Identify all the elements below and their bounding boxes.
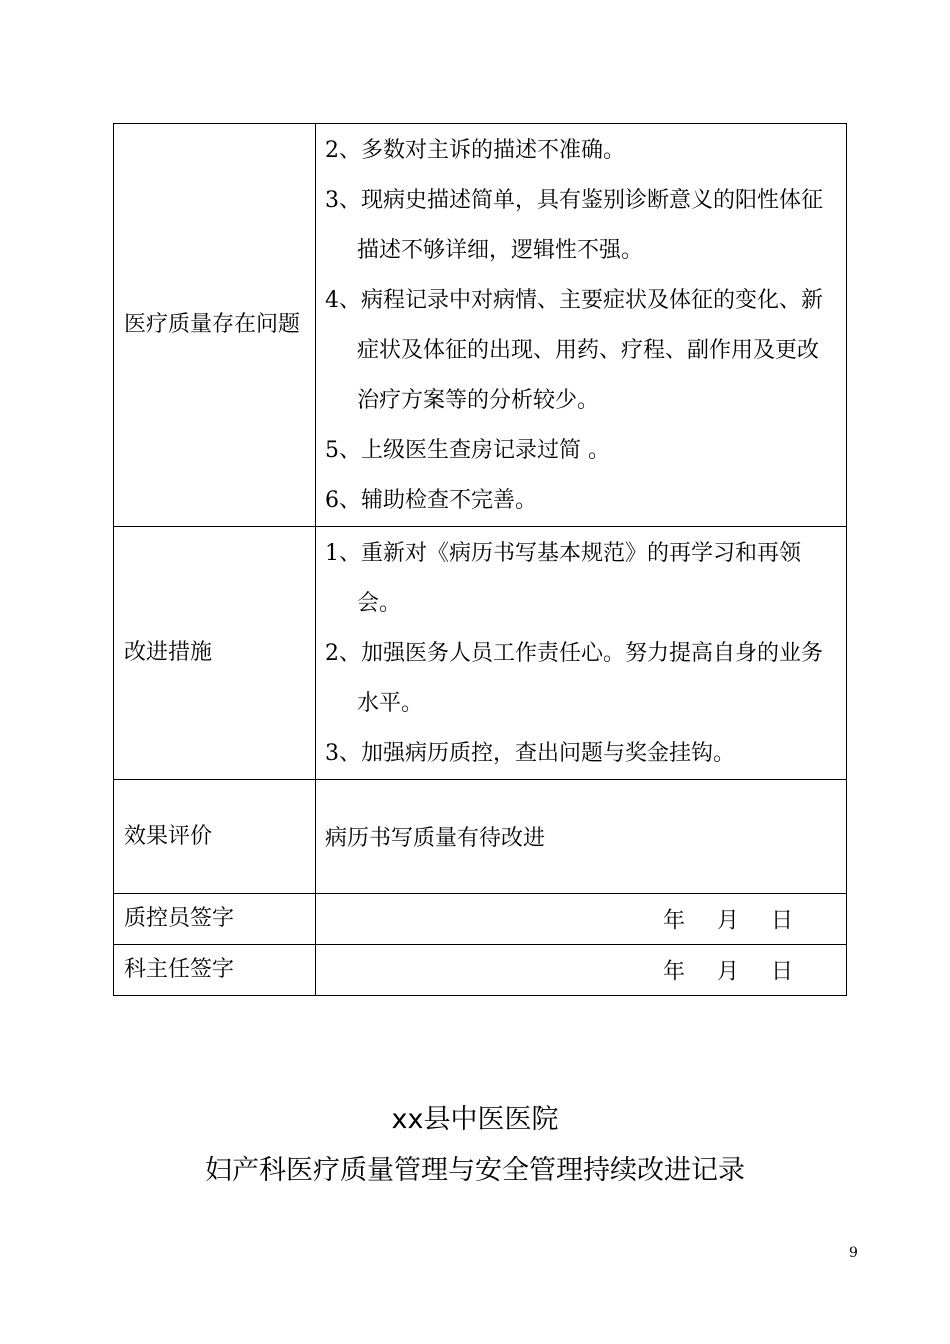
effect-row bbox=[114, 780, 847, 894]
measures-label: 改进措施 bbox=[114, 527, 316, 780]
hospital-name: xx县中医医院 bbox=[391, 1104, 559, 1135]
measure-item: 3、加强病历质控，查出问题与奖金挂钩。 bbox=[325, 741, 735, 766]
director-sign-row bbox=[114, 945, 847, 996]
year-label: 年 bbox=[662, 908, 685, 934]
month-label: 月 bbox=[716, 908, 739, 934]
issue-item: 2、多数对主诉的描述不准确。 bbox=[325, 138, 625, 163]
director-sign-label: 科主任签字 bbox=[114, 945, 316, 996]
effect-label: 效果评价 bbox=[114, 780, 316, 894]
improvement-record-table bbox=[113, 123, 847, 996]
measure-item: 2、加强医务人员工作责任心。努力提高自身的业务水平。 bbox=[325, 641, 823, 716]
issues-row bbox=[114, 124, 847, 527]
qc-sign-row bbox=[114, 894, 847, 945]
issues-label: 医疗质量存在问题 bbox=[114, 124, 316, 527]
issue-item: 5、上级医生查房记录过简 。 bbox=[325, 438, 610, 463]
record-title: 妇产科医疗质量管理与安全管理持续改进记录 bbox=[205, 1155, 745, 1186]
measures-content bbox=[316, 527, 847, 780]
month-label: 月 bbox=[716, 959, 739, 985]
qc-sign-label: 质控员签字 bbox=[114, 894, 316, 945]
effect-text: 病历书写质量有待改进 bbox=[316, 780, 847, 894]
measures-row bbox=[114, 527, 847, 780]
day-label: 日 bbox=[770, 959, 793, 985]
issues-content bbox=[316, 124, 847, 527]
director-sign-date-field[interactable] bbox=[316, 945, 847, 996]
day-label: 日 bbox=[770, 908, 793, 934]
issue-item: 4、病程记录中对病情、主要症状及体征的变化、新症状及体征的出现、用药、疗程、副作用及更改治疗方案等的分析较少。 bbox=[325, 288, 823, 413]
qc-sign-date-field[interactable] bbox=[316, 894, 847, 945]
issue-item: 3、现病史描述简单，具有鉴别诊断意义的阳性体征描述不够详细，逻辑性不强。 bbox=[325, 188, 823, 263]
issue-item: 6、辅助检查不完善。 bbox=[325, 488, 537, 513]
page-number: 9 bbox=[849, 1245, 858, 1261]
year-label: 年 bbox=[662, 959, 685, 985]
measure-item: 1、重新对《病历书写基本规范》的再学习和再领会。 bbox=[325, 541, 801, 616]
